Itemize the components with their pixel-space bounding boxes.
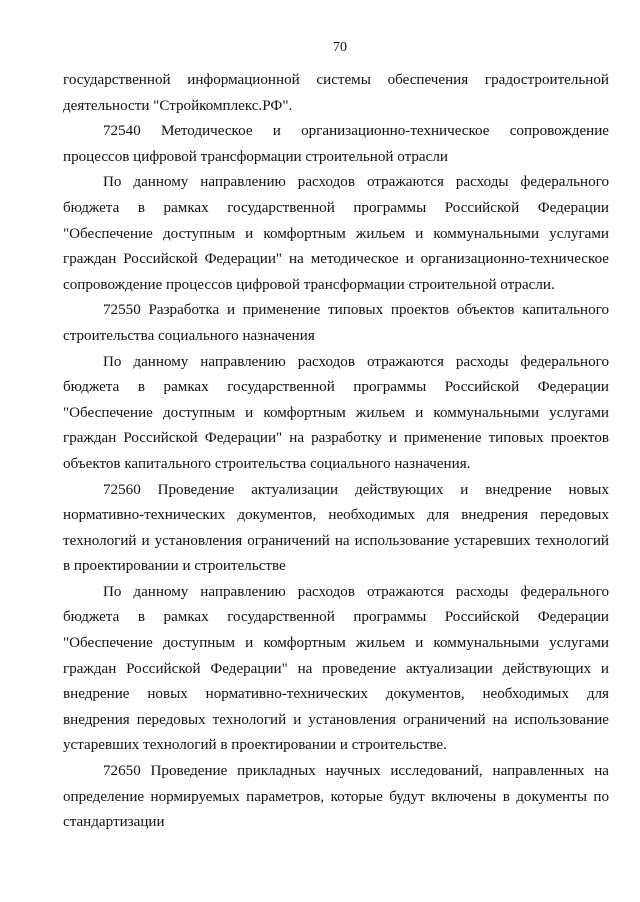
paragraph-heading-72550: 72550 Разработка и применение типовых проектов объектов капитального строительства социального назначения <box>63 302 609 344</box>
paragraph-continuation: государственной информационной системы обеспечения градостроительной деятельности "Стройкомплекс.РФ". <box>63 72 609 114</box>
paragraph-heading-72650: 72650 Проведение прикладных научных исследований, направленных на определение нормируемых параметров, которые будут включены в документы по стандартизации <box>63 763 609 831</box>
paragraph-body-72540: По данному направлению расходов отражаются расходы федерального бюджета в рамках государственной программы Российской Федерации "Обеспечение доступным и комфортным жильем и коммунальными услугами граждан Российской Федерации" на методическое и организационно-техническое сопровождение процессов цифровой трансформации строительной отрасли. <box>63 174 609 293</box>
paragraph-heading-72540: 72540 Методическое и организационно-техническое сопровождение процессов цифровой трансформации строительной отрасли <box>63 123 609 165</box>
paragraph-body-72560: По данному направлению расходов отражаются расходы федерального бюджета в рамках государственной программы Российской Федерации "Обеспечение доступным и комфортным жильем и коммунальными услугами граждан Российской Федерации" на проведение актуализации действующих и внедрение новых нормативно-технических документов, необходимых для внедрения передовых технологий и установления ограничений на использование устаревших технологий в проектировании и строительстве. <box>63 583 609 754</box>
page-body <box>63 68 609 836</box>
paragraph-body-72550: По данному направлению расходов отражаются расходы федерального бюджета в рамках государственной программы Российской Федерации "Обеспечение доступным и комфортным жильем и коммунальными услугами граждан Российской Федерации" на разработку и применение типовых проектов объектов капитального строительства социального назначения. <box>63 353 609 472</box>
page-number: 70 <box>333 40 347 55</box>
paragraph-heading-72560: 72560 Проведение актуализации действующих и внедрение новых нормативно-технических документов, необходимых для внедрения передовых технологий и установления ограничений на использование устаревших технологий в проектировании и строительстве <box>63 481 609 575</box>
